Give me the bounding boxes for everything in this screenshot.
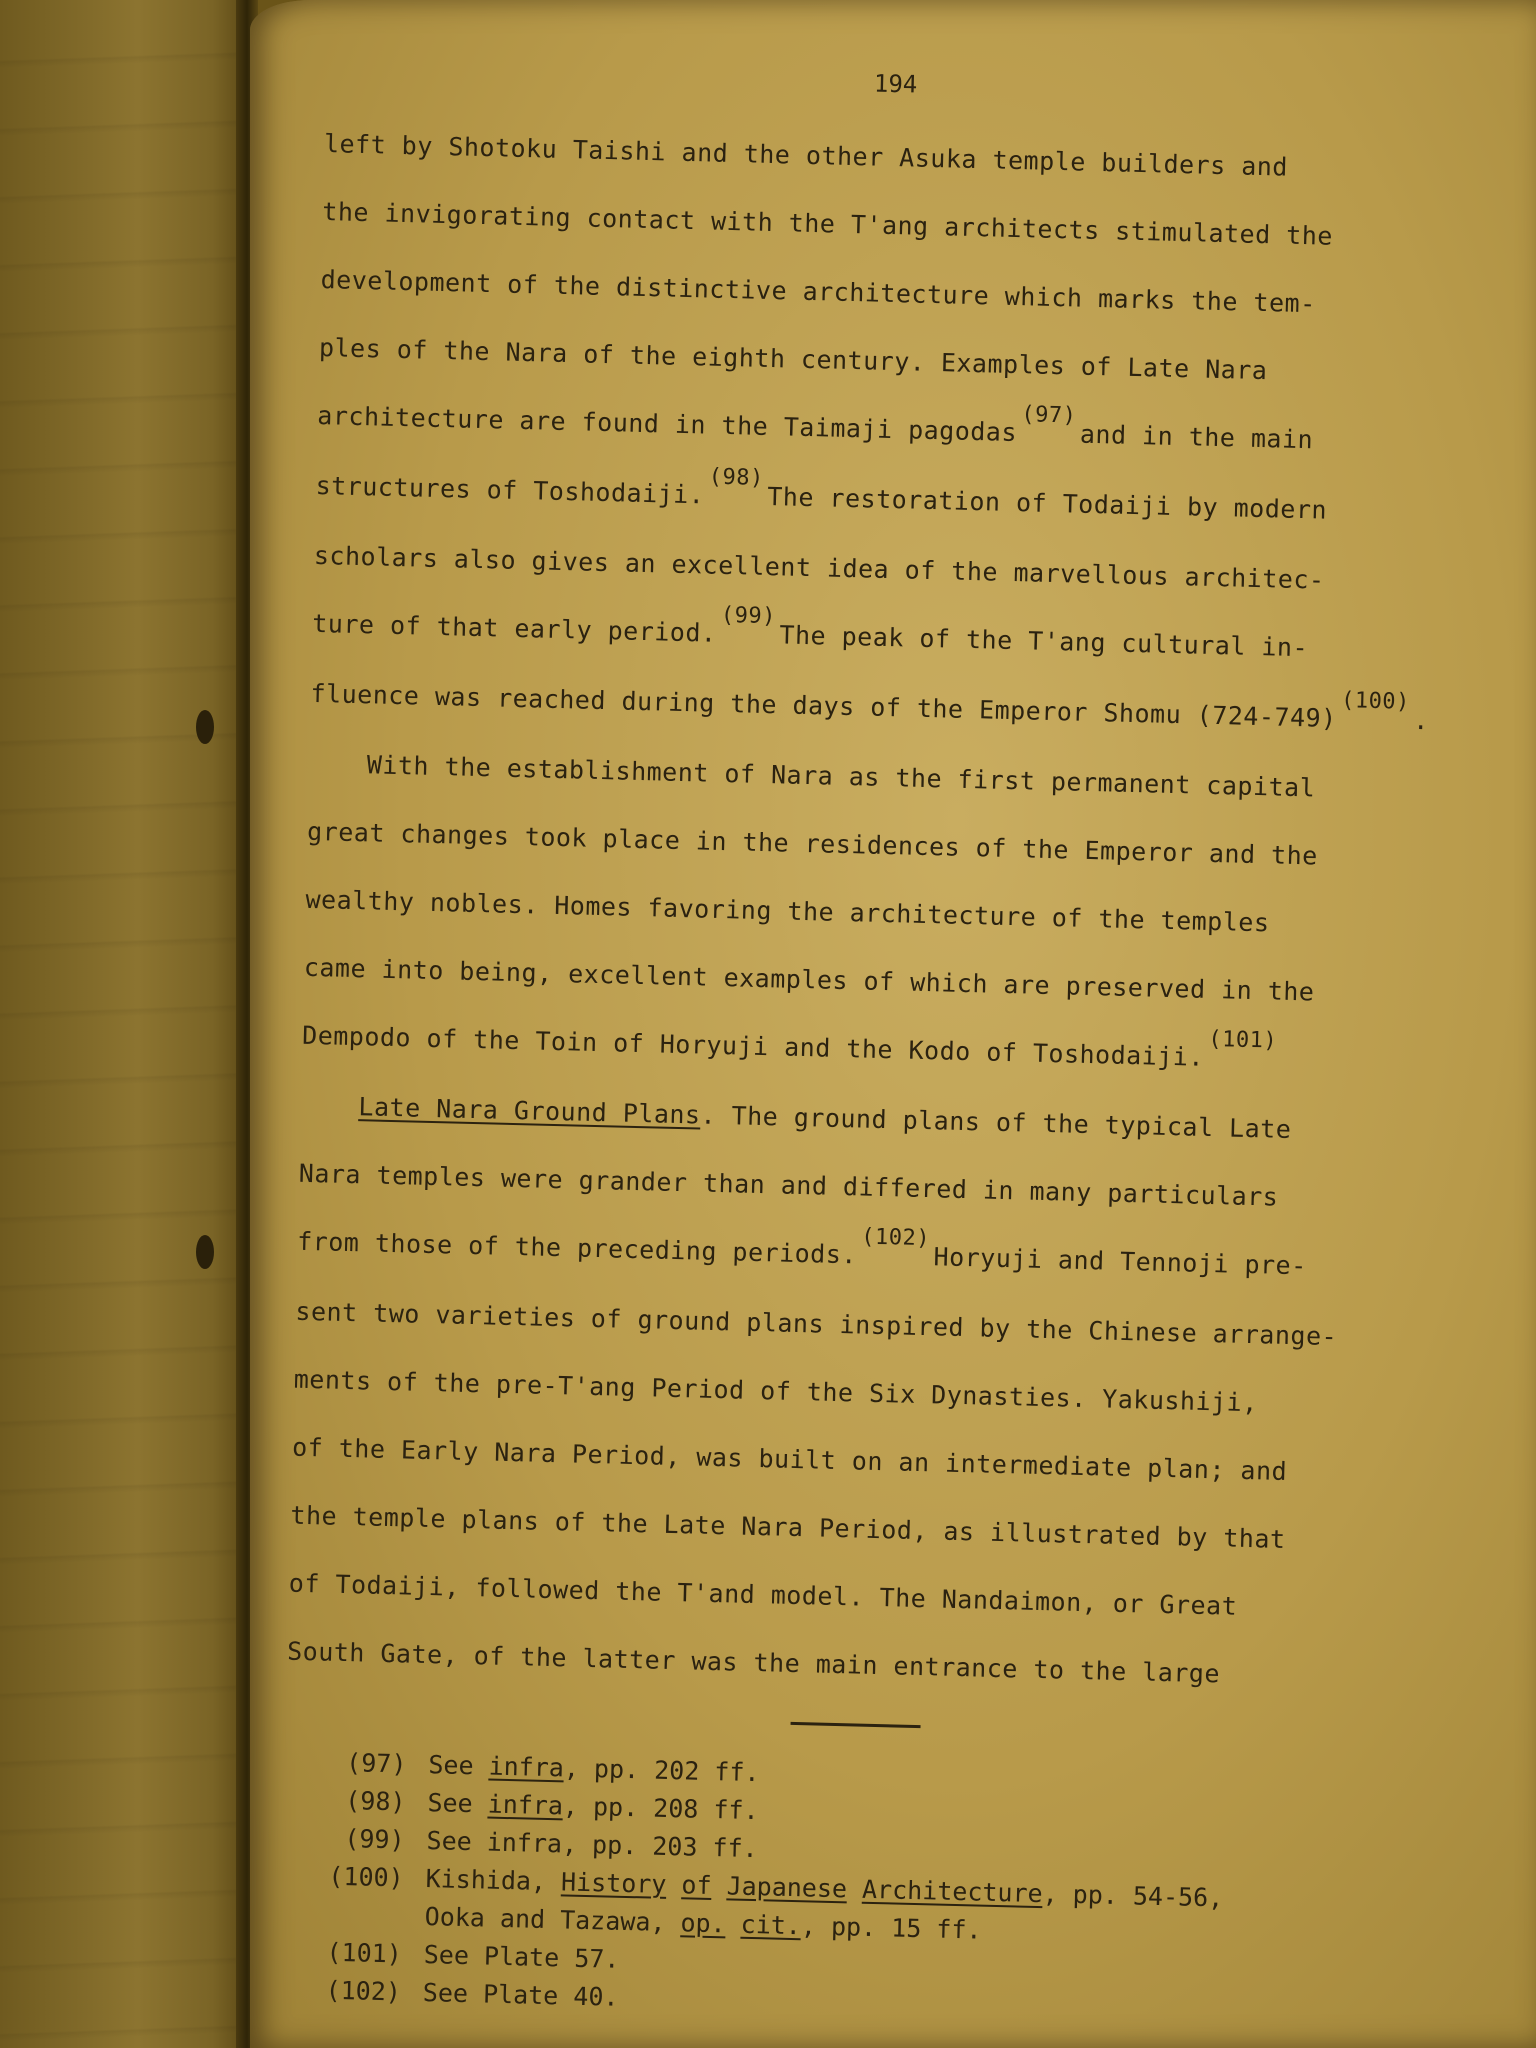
text-line: of the Early Nara Period, was built on an intermediate plan; and [291, 1432, 1288, 1486]
footnote-number: (99) [344, 1824, 405, 1855]
text-line: sent two varieties of ground plans inspired by the Chinese arrange- [295, 1296, 1338, 1352]
text-span: See [427, 1788, 489, 1819]
text-line: great changes took place in the residences of the Emperor and the [306, 816, 1319, 871]
text-span: fluence was reached during the days of the Emperor Shomu (724-749) [310, 678, 1338, 733]
underlined-text: Japanese [726, 1871, 848, 1904]
text-span: The peak of the T'ang cultural in- [779, 620, 1309, 663]
footnote-divider [791, 1722, 921, 1728]
text-line: the invigorating contact with the T'ang architects stimulated the [322, 197, 1334, 251]
footnote-text: See Plate 57. [423, 1940, 620, 1974]
footnote-text: See Plate 40. [422, 1978, 619, 2012]
underlined-text: History [560, 1867, 667, 1899]
binding-hole [196, 1235, 214, 1269]
left-page [0, 0, 250, 2048]
text-span: Horyuji and Tennoji pre- [933, 1242, 1308, 1281]
document-page [250, 0, 1536, 2048]
footnote-number: (98) [344, 1786, 406, 1817]
bleed-through-text [0, 0, 250, 2048]
text-span: . The ground plans of the typical Late [700, 1100, 1292, 1144]
underlined-text: op. [680, 1908, 727, 1939]
footnote-text: See infra, pp. 203 ff. [426, 1826, 758, 1864]
footnote-number: (102) [325, 1975, 402, 2007]
footnotes [318, 1744, 1424, 2037]
text-span: The restoration of Todaiji by modern [766, 481, 1328, 525]
text-span: See [428, 1750, 490, 1781]
page-number: 194 [873, 69, 918, 99]
binding-hole [196, 710, 214, 744]
section-heading: Late Nara Ground Plans [358, 1092, 701, 1130]
text-span: structures of Toshodaiji. [315, 470, 705, 510]
text-span: , pp. 54-56, [1042, 1879, 1224, 1913]
text-span: , pp. 15 ff. [800, 1911, 982, 1945]
text-span: , pp. 202 ff. [563, 1753, 760, 1788]
footnote-ref: (99) [720, 602, 777, 630]
text-line: wealthy nobles. Homes favoring the architecture of the temples [305, 884, 1270, 938]
text-line: Nara temples were grander than and differed in many particulars [298, 1158, 1279, 1212]
footnote-ref: (101) [1208, 1026, 1278, 1054]
text-span: and in the main [1079, 419, 1314, 455]
underlined-text: cit. [740, 1909, 802, 1941]
text-span: ture of that early period. [311, 608, 717, 648]
text-line: scholars also gives an excellent idea of the marvellous architec- [313, 540, 1325, 595]
text-span: from those of the preceding periods. [296, 1226, 858, 1270]
text-span: architecture are found in the Taimaji pagodas [317, 400, 1018, 448]
footnote-number: (100) [328, 1861, 405, 1893]
page-content [278, 56, 1465, 2036]
text-line: came into being, excellent examples of which are preserved in the [303, 952, 1315, 1007]
text-line: ments of the pre-T'ang Period of the Six Dynasties. Yakushiji, [293, 1364, 1259, 1418]
text-line: With the establishment of Nara as the first permanent capital [366, 750, 1316, 803]
footnote-ref: (100) [1340, 688, 1411, 715]
text-span: Dempodo of the Toin of Horyuji and the Kodo of Toshodaiji. [301, 1020, 1205, 1072]
text-span: . [1413, 705, 1430, 736]
footnote-number: (97) [345, 1748, 407, 1779]
footnote-ref: (97) [1021, 402, 1077, 429]
footnote-number: (101) [326, 1937, 403, 1969]
text-line: South Gate, of the latter was the main entrance to the large [286, 1636, 1221, 1689]
text-line: of Todaiji, followed the T'and model. The Nandaimon, or Great [288, 1568, 1238, 1621]
underlined-text: of [681, 1870, 712, 1901]
text-line: the temple plans of the Late Nara Period, as illustrated by that [290, 1500, 1286, 1554]
text-line: left by Shotoku Taishi and the other Asuka temple builders and [323, 129, 1289, 182]
text-line: development of the distinctive architecture which marks the tem- [320, 265, 1317, 319]
text-line: ples of the Nara of the eighth century. Examples of Late Nara [318, 332, 1268, 386]
footnote-ref: (98) [708, 464, 765, 491]
underlined-text: infra [488, 1751, 565, 1783]
text-span: , pp. 208 ff. [562, 1791, 759, 1826]
text-span: Ooka and Tazawa, [424, 1902, 681, 1938]
underlined-text: Architecture [861, 1874, 1044, 1909]
text-span: Kishida, [425, 1864, 562, 1897]
underlined-text: infra [487, 1789, 564, 1821]
footnote-ref: (102) [861, 1224, 931, 1252]
